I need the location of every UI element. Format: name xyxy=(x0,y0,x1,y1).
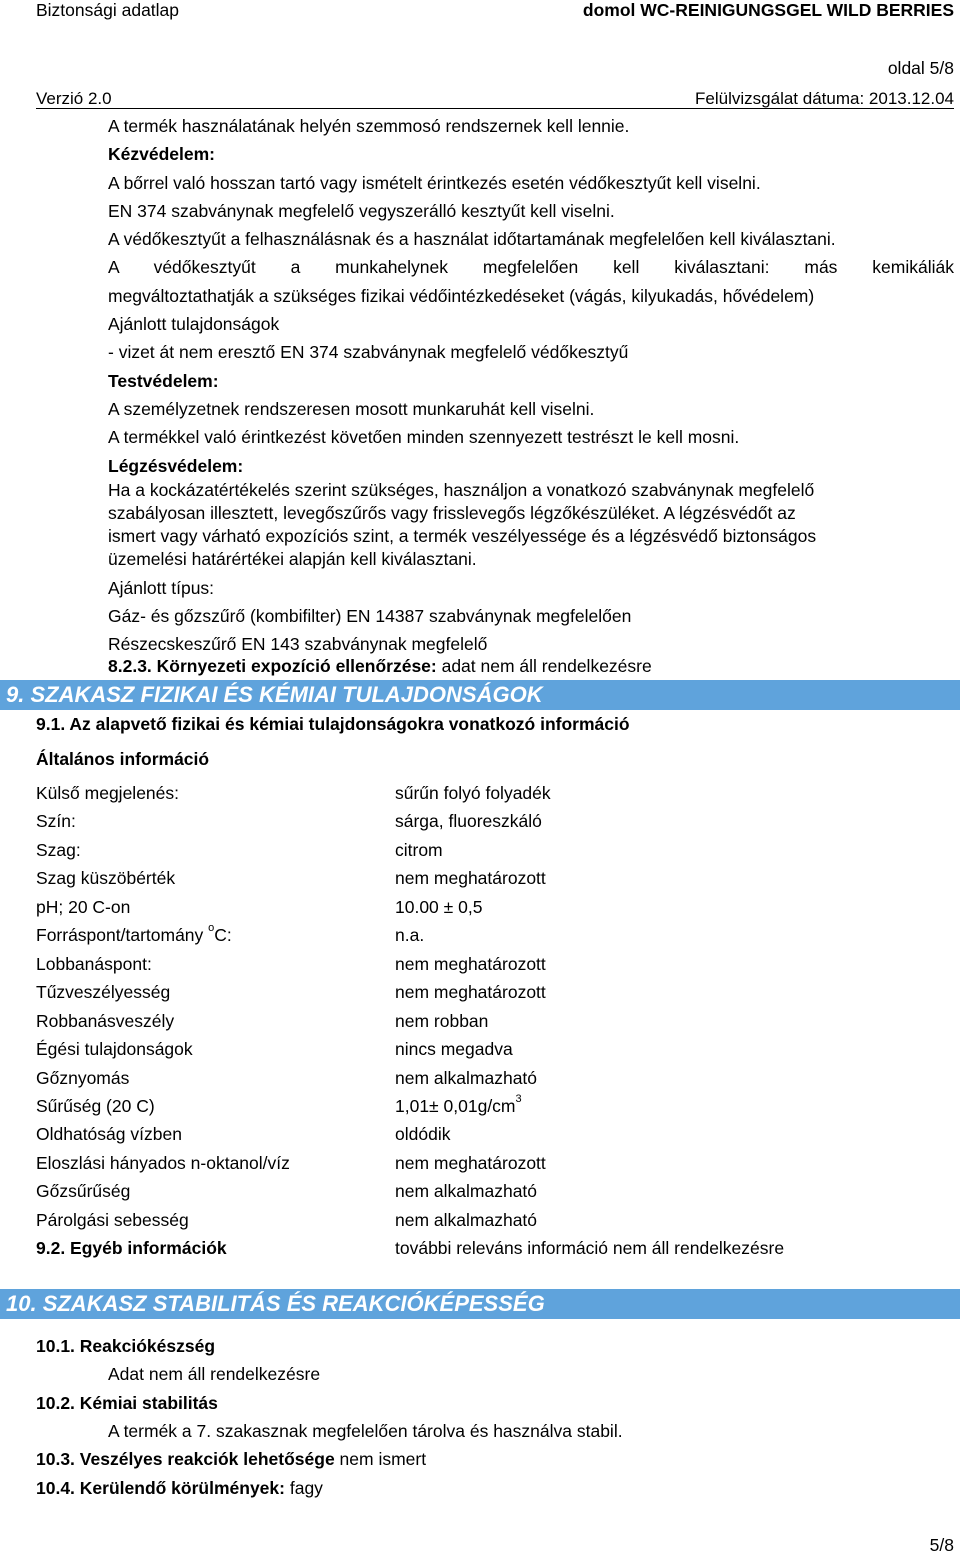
property-value xyxy=(395,1126,450,1144)
product-name: domol WC-REINIGUNGSGEL WILD BERRIES xyxy=(582,0,954,20)
property-label-text: Robbanásveszély xyxy=(36,1011,175,1031)
property-value-text: nem alkalmazható xyxy=(395,1181,538,1201)
section-10-title: 10. SZAKASZ STABILITÁS ÉS REAKCIÓKÉPESSÉG xyxy=(0,1289,960,1319)
property-label-text: Gőzsűrűség xyxy=(36,1181,131,1201)
text-line: A termék használatának helyén szemmosó rendszernek kell lennie. xyxy=(108,116,630,136)
property-label xyxy=(36,984,170,1002)
property-label xyxy=(36,1098,155,1116)
property-label-text: Párolgási sebesség xyxy=(36,1210,189,1230)
property-label-text: pH; 20 C-on xyxy=(36,897,131,917)
text-line: szabályosan illesztett, levegőszűrős vagy frisslevegős légzőkészüléket. A légzésvédőt az xyxy=(108,503,796,523)
env-heading: 8.2.3. Környezeti expozíció ellenőrzése: xyxy=(108,656,437,676)
property-label xyxy=(36,1126,182,1144)
section-10-3-heading: 10.3. Veszélyes reakciók lehetősége xyxy=(36,1449,335,1469)
property-value xyxy=(395,785,551,803)
property-value-text: nincs megadva xyxy=(395,1039,513,1059)
property-value xyxy=(395,842,443,860)
text-line: megváltoztathatják a szükséges fizikai védőintézkedéseket (vágás, kilyukadás, hővédelem) xyxy=(108,286,815,306)
section-10-2-text: A termék a 7. szakasznak megfelelően tárolva és használva stabil. xyxy=(108,1421,623,1441)
property-label-text: Lobbanáspont: xyxy=(36,954,152,974)
footer-page-number: 5/8 xyxy=(929,1535,954,1555)
header-rule xyxy=(36,108,954,109)
text-line: A személyzetnek rendszeresen mosott munkaruhát kell viselni. xyxy=(108,399,595,419)
hand-protection-heading: Kézvédelem: xyxy=(108,144,215,164)
text-line: Részecskeszűrő EN 143 szabványnak megfelelő xyxy=(108,634,488,654)
section-10-3-text: nem ismert xyxy=(334,1449,427,1469)
text-line: A termékkel való érintkezést követően minden szennyezett testrészt le kell mosni. xyxy=(108,427,740,447)
property-value xyxy=(395,956,546,974)
text-line: Ajánlott tulajdonságok xyxy=(108,314,280,334)
property-label-text: Szag küszöbérték xyxy=(36,868,176,888)
section-10-1-heading: 10.1. Reakciókészség xyxy=(36,1336,216,1356)
text-line: Ajánlott típus: xyxy=(108,578,215,598)
property-label xyxy=(36,842,81,860)
property-label xyxy=(36,1041,193,1059)
general-info-heading: Általános információ xyxy=(36,749,210,769)
property-value-superscript: 3 xyxy=(515,1093,522,1105)
property-label xyxy=(36,956,152,974)
text-line: Ha a kockázatértékelés szerint szükséges, használjon a vonatkozó szabványnak megfelelő xyxy=(108,480,815,500)
property-value-text: n.a. xyxy=(395,925,425,945)
property-value xyxy=(395,1041,513,1059)
property-label-superscript: o xyxy=(208,922,215,934)
property-value-text: nem alkalmazható xyxy=(395,1068,538,1088)
respiratory-protection-heading: Légzésvédelem: xyxy=(108,456,244,476)
property-value xyxy=(395,984,546,1002)
property-value xyxy=(395,870,546,888)
property-label-text: Külső megjelenés: xyxy=(36,783,179,803)
property-value-text: 10.00 ± 0,5 xyxy=(395,897,483,917)
property-value xyxy=(395,1212,537,1230)
property-value-text: oldódik xyxy=(395,1124,451,1144)
section-10-4 xyxy=(36,1480,323,1498)
property-label-text: Forráspont/tartomány xyxy=(36,925,204,945)
section-10-4-text: fagy xyxy=(284,1478,323,1498)
property-label-text: Tűzveszélyesség xyxy=(36,982,171,1002)
property-value-text: nem meghatározott xyxy=(395,1153,546,1173)
property-value xyxy=(395,1013,488,1031)
section-10-2-heading: 10.2. Kémiai stabilitás xyxy=(36,1393,218,1413)
property-value xyxy=(395,1093,522,1116)
property-label xyxy=(36,785,179,803)
property-value-text: nem meghatározott xyxy=(395,868,546,888)
page-number: oldal 5/8 xyxy=(887,58,954,78)
environmental-exposure xyxy=(108,658,652,676)
property-value-text: nem alkalmazható xyxy=(395,1210,538,1230)
text-line: A védőkesztyűt a munkahelynek megfelelően kell kiválasztani: más kemikáliák xyxy=(108,257,954,277)
property-value-text: nem meghatározott xyxy=(395,982,546,1002)
property-label xyxy=(36,870,175,888)
other-info-value: további releváns információ nem áll rendelkezésre xyxy=(395,1238,785,1258)
text-line: ismert vagy várható expozíciós szint, a termék veszélyessége és a légzésvédő biztonságos xyxy=(108,526,817,546)
text-line: A bőrrel való hosszan tartó vagy ismételt érintkezés esetén védőkesztyűt kell viselni. xyxy=(108,173,761,193)
property-value-text: nem meghatározott xyxy=(395,954,546,974)
section-10-4-heading: 10.4. Kerülendő körülmények: xyxy=(36,1478,285,1498)
property-value xyxy=(395,927,424,945)
property-label-text: Gőznyomás xyxy=(36,1068,130,1088)
property-label-text: Sűrűség (20 C) xyxy=(36,1096,155,1116)
other-info-label: 9.2. Egyéb információk xyxy=(36,1238,227,1258)
property-label-text: Eloszlási hányados n-oktanol/víz xyxy=(36,1153,290,1173)
property-label-suffix: C: xyxy=(214,925,232,945)
property-label-text: Oldhatóság vízben xyxy=(36,1124,182,1144)
property-label xyxy=(36,922,232,945)
env-text: adat nem áll rendelkezésre xyxy=(436,656,652,676)
doc-type: Biztonsági adatlap xyxy=(36,0,180,20)
property-value xyxy=(395,1070,537,1088)
body-protection-heading: Testvédelem: xyxy=(108,371,219,391)
property-value-text: 1,01± 0,01g/cm xyxy=(395,1096,516,1116)
property-label xyxy=(36,1070,129,1088)
property-value-text: sárga, fluoreszkáló xyxy=(395,811,542,831)
section-9-title: 9. SZAKASZ FIZIKAI ÉS KÉMIAI TULAJDONSÁGOK xyxy=(0,680,960,710)
property-label-text: Szín: xyxy=(36,811,76,831)
text-line: A védőkesztyűt a felhasználásnak és a használat időtartamának megfelelően kell kiválasztani. xyxy=(108,229,836,249)
section-10-3 xyxy=(36,1451,426,1469)
property-value-text: sűrűn folyó folyadék xyxy=(395,783,551,803)
text-line: - vizet át nem eresztő EN 374 szabványnak megfelelő védőkesztyű xyxy=(108,342,629,362)
section-10-1-text: Adat nem áll rendelkezésre xyxy=(108,1364,321,1384)
text-line: Gáz- és gőzszűrő (kombifilter) EN 14387 szabványnak megfelelően xyxy=(108,606,632,626)
revision-date: Felülvizsgálat dátuma: 2013.12.04 xyxy=(695,89,954,108)
property-label-text: Szag: xyxy=(36,840,81,860)
property-label xyxy=(36,1155,290,1173)
property-label xyxy=(36,1212,189,1230)
version: Verzió 2.0 xyxy=(36,89,112,108)
property-value-text: citrom xyxy=(395,840,443,860)
property-value xyxy=(395,1183,537,1201)
property-label xyxy=(36,813,76,831)
text-line: EN 374 szabványnak megfelelő vegyszerálló kesztyűt kell viselni. xyxy=(108,201,615,221)
property-value xyxy=(395,1155,546,1173)
text-line: üzemelési határértékei alapján kell kiválasztani. xyxy=(108,549,477,569)
section-9-1-heading: 9.1. Az alapvető fizikai és kémiai tulajdonságokra vonatkozó információ xyxy=(36,714,630,734)
property-value xyxy=(395,899,482,917)
property-label-text: Égési tulajdonságok xyxy=(36,1039,193,1059)
property-label xyxy=(36,1013,174,1031)
property-label xyxy=(36,1183,130,1201)
property-value xyxy=(395,813,542,831)
property-value-text: nem robban xyxy=(395,1011,489,1031)
property-label xyxy=(36,899,130,917)
